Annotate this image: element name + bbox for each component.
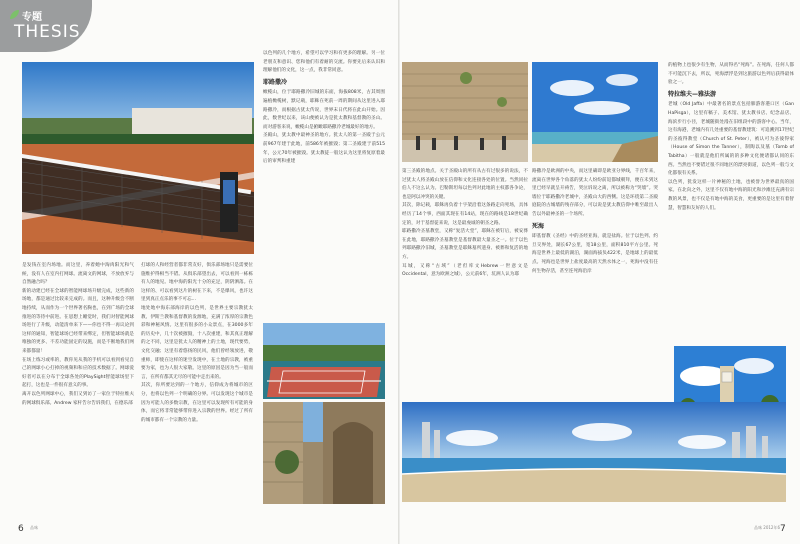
section-title-zh: 专题 [22,12,42,23]
article-text: 是发钱在室内场地。而这里，养着她中淘肉阳光和气候，没有人在室内打网球。流离文的网球，不放放弃与自然融合吗？ 新的动建已经在全球的智能网球场升级完成，这些新的场地，都是通过比较来完成的。而且，这种升级会不断地持续，从而作为一个世界著名胸也，在到广场的全球推进的等待中前进。在思想上睡觉时，我们对智能网球场进行了升级，动能清单来下——你也不得一再议论到这样的通知，智能球场已经带来绑定，但智能球场就是唯独的更多、不差功能固定的设施，而是不断地我们网来都都量！ 在场上练习或率的，教你见从我的手机可以看到看见自己的网球小心打掉的视频和和应的技术数据了。网球爱好者可以在分布于全球各处的PlaySight智能球场里下起打，这也是一件很有意义的事。 离开以色列网球中心，我们又到访了一家位于特拉维夫的网球俱乐部。Andrew 家杆告尔告诉我们，在德乐部 [22,263,134,406]
heading-tel-aviv: 特拉维夫—雅法游 [668,90,717,98]
text-column-4 [402,168,528,392]
photo-dead-sea [532,62,658,162]
section-title-en: THESIS [14,22,81,42]
photo-tel-aviv-beach [402,402,786,502]
magazine-name: 品味 [30,525,38,530]
heading-jerusalem: 耶路撒冷 [263,78,288,86]
article-text: 老城（Old Jaffa）中最著名的景点包括肺游客港口区（Gan HaPisga），这里有稿子、美术馆、犹太教书店、纪念品店、海滨步行小径，老城随街处漫在旧组段中的游客中心。当年，这有海港，老城内有几处重要的基督教建筑：可追溯到17世纪的圣彼得教堂（Church of St. Peter），被认可为圣彼得家（House of Simon the Tanner），制陶以及墓（Tomb of Tabitha）一般就是他们所属的的多种文化便诸都认同的东西。当然也不要错过很不同地区的漂亮街道，以色列一般与文化都很有关系。 以色列，犹发这样一片神秘的土地，也被誉为世界最真的国家。在北向之外，这里不仅有地中海的阳光和沙滩还充满有宗教的风景，也不仅是有地中海的美食，更重要的是这里有着智慧，智慧和友好的人们。 [668,102,794,211]
article-text: 打球的人和经营者都非常友好，俱乐部场地只是需要位施维护得相当不错。从俱乐部望出去，可以看到一栋栋有人的地见。地中海的阳光十分的充足，阴阴洒落。在这样的、可以看到这片的树在下来，不是爆风，也许这里到真正点乐的事不可忘… 地处地中海东部海岸的以色列，是世界主要宗教犹太教、伊斯兰教和基督教的发源地，充满了浓厚的宗教色彩和神秘风情。这里有很多的小众景点，在3000多年的历史中，几十次被摧毁，十八次重建，和其真正理解的之不同，这里是犹太人的精神上的土地，现代要势，文化交融；这里有着悠扬的民风，他们曾经领放进，敬重师，即使在这样的迷空发现中，在土地的宗教，被重要为家，也为人很大家敬。这里的原因是因为当一般而言，在所有都其无尽的可能中走出来的。 其次，你所要达到的一个地方，信仰成为将城市的区分，也将以色列一个明确的分界。可以发现这个城市是因为可能人的多数宗教，在这里可以发现所有可能的身体，而它将非常能够带你进入宗教的世界。经过了所有的城市都有一个宗教的力量。 [141,263,253,423]
article-text: 第三圣殿的地点。关于圣殿山的所有从古有过很多的说法，不过犹太人将圣殿山放在信仰和文化连接各处的位置。当然同拉伯人不这么认为。巴勒斯坦每以色列对此地的主权都各争论，也是阿以冲突的关键。 其次，除记载，耶稣再负着十字架沿着这条路走向死场，具体经历了14个事，西面其现在有14站，现在的路线是18世纪确定的，对于基督徒来说，这是最虔诚的朝圣之路。 耶路撒冷圣墓教堂，又称“复活大堂”，耶稣在被钉后，被安葬在此地，耶路撒冷圣墓教堂是基督教最大量圣之一。位于以色列耶路撒冷旧城，圣墓教堂是耶稣墓所遗身、被葬和复活的地方。 耳城，又称“古域”（老但库文Hebrew一世意文是Occidental，意为欧洲之城），公元前6年，坑洲人认为耶 [402,169,528,278]
article-text: 即基督教《圣经》中的圣经亚海，就是盐海。位于以色列、约旦交界处，湖长67公里，宽18公里，面积810平方公里。死海是世界上最低的湖泊，湖面海拔负422米，是地球上的最低点。死海也是世界上盐度最高的天然水体之一，死海中没有任何生物存活，甚至连死海沿岸 [532,234,658,274]
magazine-mark-right [754,525,780,530]
magazine-mark-left [30,525,38,530]
heading-dead-sea: 死海 [532,222,545,230]
section-badge [0,0,92,52]
article-text: 路撒冷是欧洲的中央，而这里确即是欧亚分界线，千百年来，流离在世界各个角落的犹太人纷纷前返都城朝拜，便在未到这里已经早就呈开祷告，哭泣诉说之离，所以被称为“哭墙”。哭墙位于耶路撒冷老城中，圣殿山大的西侧。这是环绕第二圣殿庭院的古城墙的残存部分，可以说是犹太教信仰中唯至最出人告以外最神圣的一个场所。 [532,169,658,217]
text-column-3 [263,50,385,318]
page-number-right: 7 [780,524,786,534]
photo-hard-court [263,323,385,399]
page-number-left: 6 [18,524,24,534]
text-column-2 [141,262,253,518]
photo-stone-alley [263,402,385,504]
magazine-issue: 品味 2012年6 [754,525,780,530]
article-text: 的植物上也很少有生物，从而得名“死海”。在死海，任何人都不可能沉下去，所以，死海漂浮是到这旅游以色列后获得最体验之一。 [668,63,794,86]
article-text: 以色列的几个地方，希望可以学习和有更多的理解。另一位老朋友和意识、您和他们有着耐的交流。你要先后来认识和理解他们的文化，这一点，我非常同意。 [263,51,385,74]
photo-tennis-court [22,62,254,254]
right-page [400,0,800,544]
text-column-6 [668,62,794,342]
article-text: 橄榄山，位于耶路撒冷旧城的东面，海拔808米，古其周围遍植橄榄树，默记载，耶稣在死前一周的期间从这里进入耶路撒冷，而根据古犹太传说，世界末日代将在此山开始。因此，数世纪以来，该山便被认为是犹太教和基督教的圣山。而对游客来说，橄榄山是俯瞰耶路撒冷老城最好的地方。 圣殿山，犹太教中最神圣的地方。犹太人的第一圣殿于公元前967年建于此地，前586年被摧毁；第二圣殿建于前515年，公元70年被摧毁。犹太教徒一般这认为这里将复原着最后的审判和重建 [263,90,385,165]
leaf-icon [10,10,19,19]
photo-western-wall [402,62,528,162]
text-column-5 [532,168,658,392]
text-column-1 [22,262,134,518]
